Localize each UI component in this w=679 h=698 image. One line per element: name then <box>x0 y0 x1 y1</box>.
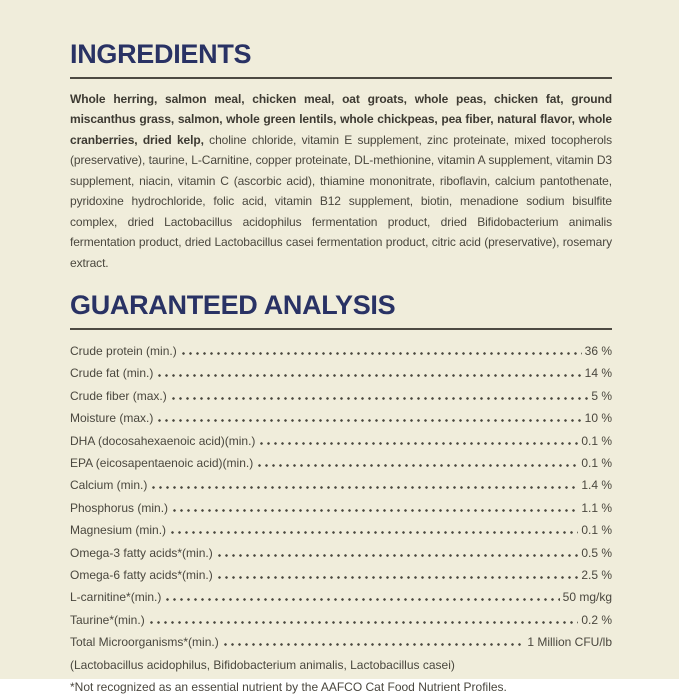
analysis-value: 5 % <box>591 388 612 403</box>
analysis-row-crude-protein <box>70 340 612 362</box>
analysis-label: Crude fiber (max.) <box>70 388 167 403</box>
ingredients-divider <box>70 77 612 79</box>
analysis-row-magnesium <box>70 519 612 541</box>
analysis-value: 0.1 % <box>581 455 612 470</box>
analysis-table <box>70 340 612 698</box>
ingredients-paragraph <box>70 89 612 274</box>
microorganisms-detail: (Lactobacillus acidophilus, Bifidobacterium animalis, Lactobacillus casei) <box>70 657 455 672</box>
analysis-label: Total Microorganisms*(min.) <box>70 635 219 650</box>
analysis-row-taurine <box>70 609 612 631</box>
dot-leader <box>258 442 578 445</box>
dot-leader <box>216 554 579 557</box>
analysis-row-omega3 <box>70 542 612 564</box>
analysis-row-dha <box>70 430 612 452</box>
dot-leader <box>148 621 579 624</box>
ingredients-secondary-list: choline chloride, vitamin E supplement, zinc proteinate, mixed tocopherols (preservative), taurine, L-Carnitine, copper proteinate, DL-methionine, vitamin A supplement, vitamin D3 supplement, niacin, vitamin C (ascorbic acid), thiamine mononitrate, riboflavin, calcium pantothenate, pyridoxine hydrochloride, folic acid, vitamin B12 supplement, biotin, menadione sodium bisulfite complex, dried Lactobacillus acidophilus fermentation product, dried Bifidobacterium animalis fermentation product, dried Lactobacillus casei fermentation product, citric acid (preservative), rosemary extract. <box>70 132 613 270</box>
analysis-row-crude-fat <box>70 362 612 384</box>
analysis-value: 1.1 % <box>581 500 612 515</box>
ingredients-heading: INGREDIENTS <box>70 39 252 69</box>
aafco-footnote: *Not recognized as an essential nutrient by the AAFCO Cat Food Nutrient Profiles. <box>70 679 507 694</box>
analysis-value: 14 % <box>584 366 612 381</box>
analysis-value: 1.4 % <box>581 478 612 493</box>
analysis-value: 0.5 % <box>581 545 612 560</box>
analysis-row-lcarnitine <box>70 586 612 608</box>
dot-leader <box>222 643 525 646</box>
analysis-label: Moisture (max.) <box>70 411 154 426</box>
guaranteed-analysis-section <box>70 291 612 698</box>
label-content <box>70 40 612 698</box>
dot-leader <box>156 419 581 422</box>
dot-leader <box>169 531 578 534</box>
analysis-row-epa <box>70 452 612 474</box>
analysis-label: L-carnitine*(min.) <box>70 590 162 605</box>
guaranteed-analysis-divider <box>70 328 612 330</box>
analysis-value: 0.1 % <box>581 523 612 538</box>
dot-leader <box>156 374 581 377</box>
analysis-value: 0.1 % <box>581 433 612 448</box>
analysis-label: Crude protein (min.) <box>70 343 177 358</box>
analysis-value: 1 Million CFU/lb <box>527 635 612 650</box>
dot-leader <box>164 598 559 601</box>
analysis-row-calcium <box>70 474 612 496</box>
dot-leader <box>150 486 578 489</box>
analysis-label: Calcium (min.) <box>70 478 148 493</box>
analysis-row-moisture <box>70 407 612 429</box>
analysis-label: Omega-6 fatty acids*(min.) <box>70 567 213 582</box>
analysis-row-total-microorganisms <box>70 631 612 653</box>
analysis-label: Phosphorus (min.) <box>70 500 169 515</box>
ingredients-section <box>70 40 612 273</box>
analysis-value: 10 % <box>584 411 612 426</box>
analysis-label: Magnesium (min.) <box>70 523 167 538</box>
analysis-label: Taurine*(min.) <box>70 612 145 627</box>
analysis-row-omega6 <box>70 564 612 586</box>
guaranteed-analysis-heading: GUARANTEED ANALYSIS <box>70 290 396 321</box>
dot-leader <box>256 464 578 467</box>
analysis-row-phosphorus <box>70 497 612 519</box>
dot-leader <box>216 576 579 579</box>
analysis-label: DHA (docosahexaenoic acid)(min.) <box>70 433 256 448</box>
analysis-label: Omega-3 fatty acids*(min.) <box>70 545 213 560</box>
analysis-value: 36 % <box>584 343 612 358</box>
analysis-value: 0.2 % <box>581 612 612 627</box>
analysis-label: Crude fat (min.) <box>70 366 154 381</box>
analysis-value: 50 mg/kg <box>562 590 612 605</box>
dot-leader <box>170 397 589 400</box>
dot-leader <box>180 352 582 355</box>
analysis-label: EPA (eicosapentaenoic acid)(min.) <box>70 455 254 470</box>
analysis-row-crude-fiber <box>70 385 612 407</box>
dot-leader <box>171 509 578 512</box>
analysis-value: 2.5 % <box>581 567 612 582</box>
ingredients-primary-list: Whole herring, salmon meal, chicken meal, oat groats, whole peas, chicken fat, ground miscanthus grass, salmon, whole green lentils, whole chickpeas, pea fiber, natural flavor, whole cranberries, dried kelp, <box>70 91 612 147</box>
